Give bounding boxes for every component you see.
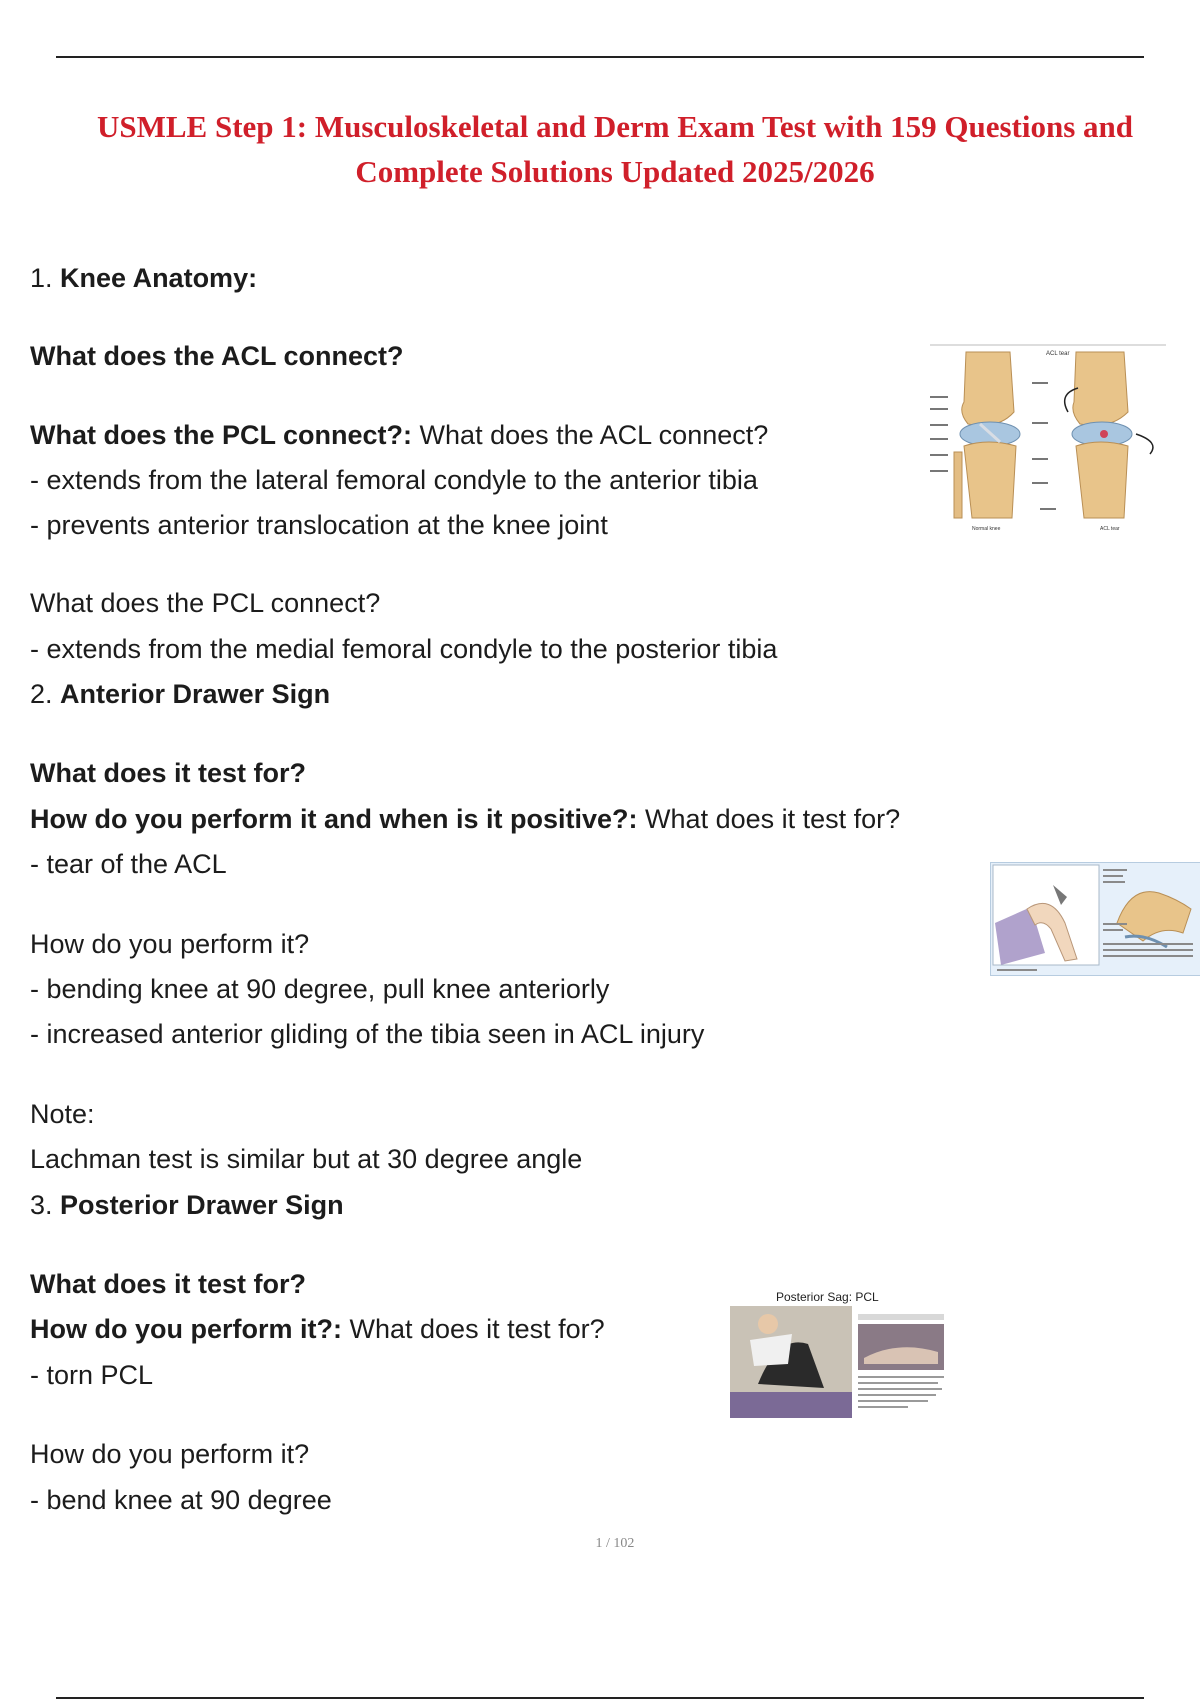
exam-table bbox=[730, 1392, 852, 1418]
q1-answer-line: What does the PCL connect? bbox=[30, 588, 381, 618]
q3-prompt-1-text: What does it test for? bbox=[30, 1269, 306, 1299]
q2-answer-lead: What does it test for? bbox=[645, 804, 901, 834]
q2-prompt-2-text: How do you perform it and when is it positive?: bbox=[30, 804, 638, 834]
q1-number: 1. bbox=[30, 263, 53, 293]
acl-tear-mark bbox=[1100, 430, 1108, 438]
knee-anatomy-figure bbox=[928, 342, 1168, 538]
q2-answer-line: - tear of the ACL bbox=[30, 849, 227, 879]
q2-answer-line: - increased anterior gliding of the tibia seen in ACL injury bbox=[30, 1019, 705, 1049]
q2-answer-line: How do you perform it? bbox=[30, 929, 310, 959]
q3-prompt-1 bbox=[30, 1267, 306, 1301]
title-line-2: Complete Solutions Updated 2025/2026 bbox=[355, 154, 875, 189]
q1-prompt-2-text: What does the PCL connect?: bbox=[30, 420, 413, 450]
q1-answer-line: - extends from the lateral femoral condyle to the anterior tibia bbox=[30, 465, 758, 495]
femur-right bbox=[1073, 352, 1128, 426]
top-rule bbox=[56, 56, 1144, 58]
title-line-1: USMLE Step 1: Musculoskeletal and Derm Exam Test with 159 Questions and bbox=[96, 109, 1134, 144]
q1-prompt-2 bbox=[30, 418, 768, 452]
tibia-right bbox=[1076, 442, 1128, 518]
q3-answer-line: - bend knee at 90 degree bbox=[30, 1485, 332, 1515]
q2-answer-line: Lachman test is similar but at 30 degree angle bbox=[30, 1144, 583, 1174]
fibula-left bbox=[954, 452, 962, 518]
knee-bone-diagram bbox=[1117, 892, 1191, 941]
knee-anatomy-illustration bbox=[928, 342, 1168, 538]
figure-label-lines bbox=[858, 1376, 944, 1408]
q2-answer-line: Note: bbox=[30, 1099, 95, 1129]
ligament-diagram bbox=[1125, 936, 1167, 947]
q2-prompt-1 bbox=[30, 756, 306, 790]
q2-title: Anterior Drawer Sign bbox=[60, 679, 331, 709]
document-title bbox=[60, 104, 1170, 194]
q3-heading bbox=[30, 1188, 344, 1222]
q3-prompt-2 bbox=[30, 1312, 605, 1346]
q1-answer-line: - extends from the medial femoral condyle to the posterior tibia bbox=[30, 634, 778, 664]
q3-title: Posterior Drawer Sign bbox=[60, 1190, 344, 1220]
anterior-drawer-illustration bbox=[991, 863, 1200, 975]
q3-answer-line: How do you perform it? bbox=[30, 1439, 310, 1469]
bottom-rule bbox=[56, 1697, 1144, 1699]
q1-prompt-1 bbox=[30, 339, 404, 373]
knee-figure-title: ACL tear bbox=[1046, 351, 1070, 357]
q2-answer-line: - bending knee at 90 degree, pull knee anteriorly bbox=[30, 974, 610, 1004]
anterior-drawer-figure bbox=[990, 862, 1200, 976]
q2-number: 2. bbox=[30, 679, 53, 709]
q3-answer-lead: What does it test for? bbox=[349, 1314, 605, 1344]
posterior-sag-figure bbox=[728, 1290, 948, 1420]
q3-number: 3. bbox=[30, 1190, 53, 1220]
rotation-arrow-icon bbox=[1136, 434, 1153, 454]
knee-caption-right: ACL tear bbox=[1100, 526, 1120, 532]
q2-heading bbox=[30, 677, 330, 711]
knee-caption-left: Normal knee bbox=[972, 526, 1001, 532]
q1-answer-lead: What does the ACL connect? bbox=[419, 420, 769, 450]
examiner-head bbox=[758, 1314, 778, 1334]
tibia-left bbox=[964, 442, 1016, 518]
q2-prompt-2 bbox=[30, 802, 900, 836]
q1-title: Knee Anatomy: bbox=[60, 263, 258, 293]
q1-prompt-1-text: What does the ACL connect? bbox=[30, 341, 404, 371]
posterior-sag-title: Posterior Sag: PCL bbox=[776, 1290, 879, 1304]
caption-bar bbox=[858, 1314, 944, 1320]
q3-answer-line: - torn PCL bbox=[30, 1360, 154, 1390]
q1-answer-line: - prevents anterior translocation at the knee joint bbox=[30, 510, 608, 540]
posterior-sag-illustration bbox=[728, 1304, 948, 1420]
page-number: 1 / 102 bbox=[595, 1536, 635, 1551]
q1-heading bbox=[30, 261, 257, 295]
femur-left bbox=[962, 352, 1014, 426]
q2-prompt-1-text: What does it test for? bbox=[30, 758, 306, 788]
q3-prompt-2-text: How do you perform it?: bbox=[30, 1314, 342, 1344]
